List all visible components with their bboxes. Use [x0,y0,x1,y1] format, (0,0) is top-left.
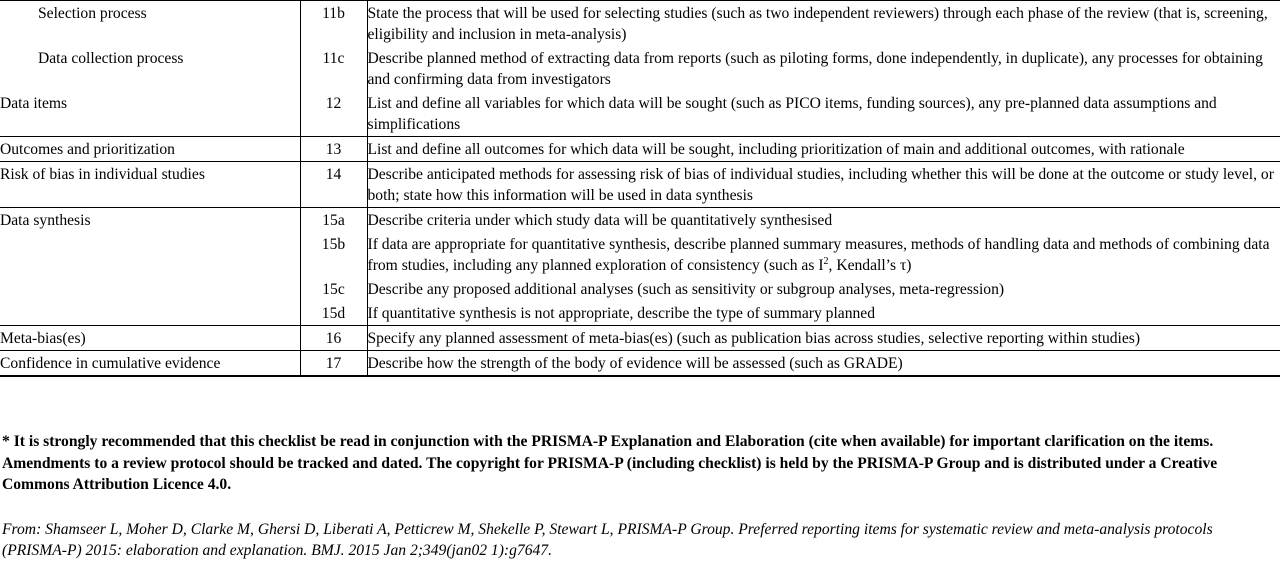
item-number: 15d [300,301,367,326]
checklist-item-description: Describe criteria under which study data will be quantitatively synthesised [367,208,1280,233]
section-topic: Risk of bias in individual studies [0,162,300,208]
section-topic: Outcomes and prioritization [0,137,300,162]
section-topic: Selection process [0,1,300,47]
section-topic: Meta-bias(es) [0,326,300,351]
item-number: 11b [300,1,367,47]
item-number: 13 [300,137,367,162]
table-row [0,46,1280,91]
section-topic: Confidence in cumulative evidence [0,351,300,377]
item-number: 15a [300,208,367,233]
table-row [0,277,1280,301]
table-row [0,301,1280,326]
checklist-item-description: Describe anticipated methods for assessing risk of bias of individual studies, including whether this will be done at the outcome or study level, or both; state how this information will be used in data synthesis [367,162,1280,208]
checklist-footnote: * It is strongly recommended that this checklist be read in conjunction with the PRISMA-P Explanation and Elaboration (cite when available) for important clarification on the items. Amendments to a review protocol should be tracked and dated. The copyright for PRISMA-P (including checklist) is held by the PRISMA-P Group and is distributed under a Creative Commons Attribution Licence 4.0. [2,433,1218,493]
checklist-item-description: State the process that will be used for selecting studies (such as two independent reviewers) through each phase of the review (that is, screening, eligibility and inclusion in meta-analysis) [367,1,1280,47]
checklist-item-description [367,232,1280,277]
checklist-item-description: Describe any proposed additional analyses (such as sensitivity or subgroup analyses, meta-regression) [367,281,1005,298]
item-number: 12 [300,91,367,137]
section-topic: Data collection process [38,50,184,67]
section-topic: Data items [0,95,68,112]
item-number: 17 [300,351,367,377]
checklist-item-description: List and define all variables for which data will be sought (such as PICO items, funding sources), any pre-planned data assumptions and simplifications [367,95,1217,133]
table-row [0,91,1280,137]
section-topic [0,301,300,326]
item-number: 14 [300,162,367,208]
checklist-item-description: Describe planned method of extracting data from reports (such as piloting forms, done independently, in duplicate), any processes for obtaining and confirming data from investigators [367,50,1263,88]
checklist-item-description: If quantitative synthesis is not appropriate, describe the type of summary planned [367,305,876,322]
checklist-item-description: List and define all outcomes for which data will be sought, including prioritization of main and additional outcomes, with rationale [367,137,1280,162]
source-citation: From: Shamseer L, Moher D, Clarke M, Ghersi D, Liberati A, Petticrew M, Shekelle P, Stewart L, PRISMA-P Group. Preferred reporting items for systematic review and meta-analysis protocols (PRISMA-P) 2015: elaboration and explanation. BMJ. 2015 Jan 2;349(jan02 1):g7647. [2,521,1213,559]
section-topic: Data synthesis [0,208,300,233]
item-number: 15b [300,232,367,277]
section-topic [0,232,300,277]
item-number: 15c [300,277,367,301]
table-row [0,162,1280,208]
table-row [0,326,1280,351]
table-row [0,1,1280,47]
item-number: 16 [300,326,367,351]
checklist-item-description: Describe how the strength of the body of evidence will be assessed (such as GRADE) [367,351,1280,377]
section-topic [0,277,300,301]
table-row [0,137,1280,162]
description-text: , Kendall’s τ) [828,257,912,274]
table-row [0,351,1280,377]
table-row [0,232,1280,277]
description-text: If data are appropriate for quantitative synthesis, describe planned summary measures, methods of handling data and methods of combining data from studies, including any planned exploration of consistency (such as I [367,236,1270,274]
item-number: 11c [300,46,367,91]
superscript: 2 [823,255,829,267]
table-row [0,208,1280,233]
checklist-item-description: Specify any planned assessment of meta-bias(es) (such as publication bias across studies, selective reporting within studies) [367,326,1280,351]
